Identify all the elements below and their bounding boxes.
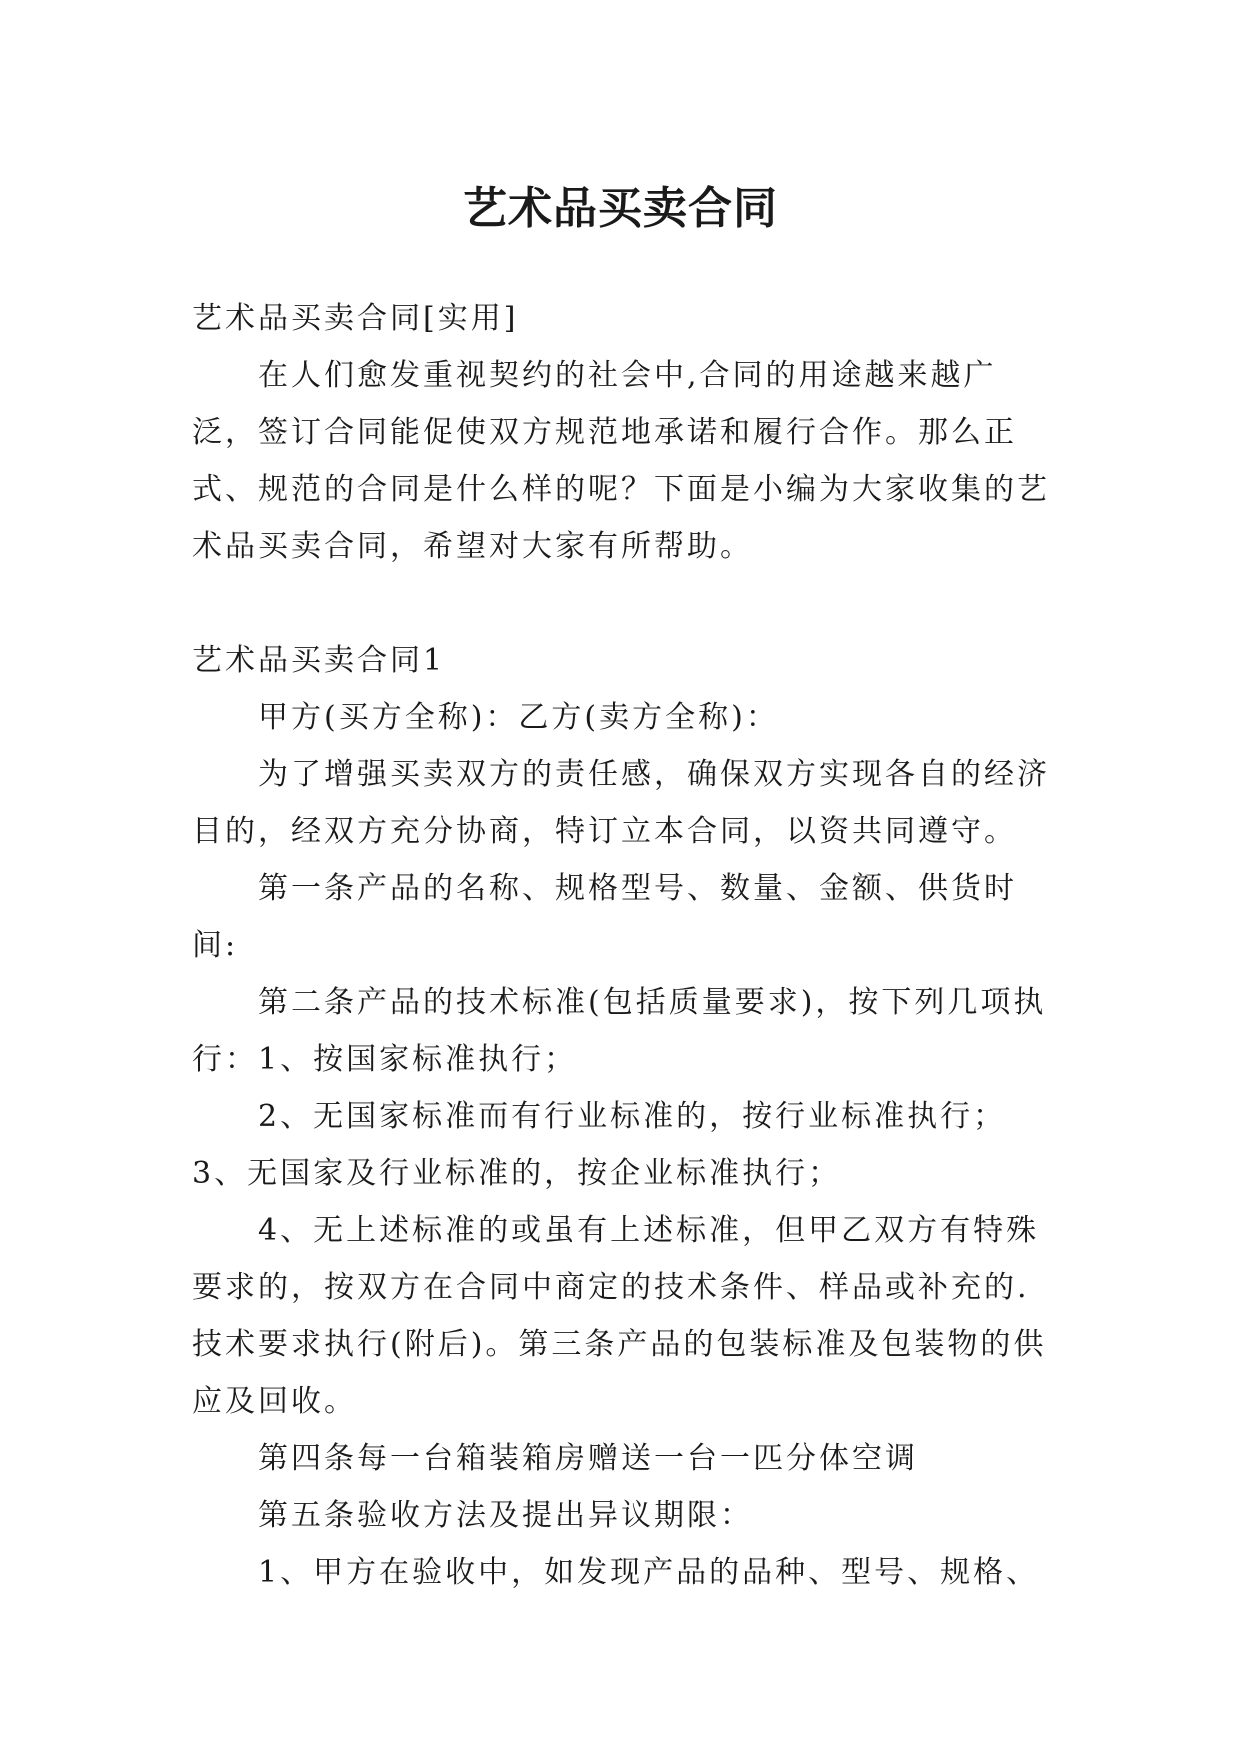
item-4-paragraph: 4、无上述标准的或虽有上述标准，但甲乙双方有特殊要求的，按双方在合同中商定的技术条件、样品或补充的.技术要求执行(附后)。第三条产品的包装标准及包装物的供应及回收。	[192, 1213, 1047, 1419]
parties-paragraph: 甲方(买方全称)：乙方(卖方全称)：	[258, 700, 779, 735]
item-2-paragraph: 2、无国家标准而有行业标准的，按行业标准执行；3、无国家及行业标准的，按企业标准执行；	[192, 1099, 1007, 1191]
article-4-paragraph: 第四条每一台箱装箱房赠送一台一匹分体空调	[258, 1441, 918, 1476]
article-1-paragraph: 第一条产品的名称、规格型号、数量、金额、供货时间:	[192, 871, 1017, 963]
purpose-paragraph: 为了增强买卖双方的责任感，确保双方实现各自的经济目的，经双方充分协商，特订立本合同，以资共同遵守。	[192, 757, 1050, 849]
intro-paragraph: 在人们愈发重视契约的社会中,合同的用途越来越广泛，签订合同能促使双方规范地承诺和履行合作。那么正式、规范的合同是什么样的呢？下面是小编为大家收集的艺术品买卖合同，希望对大家有所帮助。	[192, 358, 1050, 564]
section-title: 艺术品买卖合同1	[192, 643, 446, 678]
document-title: 艺术品买卖合同	[463, 183, 778, 235]
paragraph-gap	[192, 575, 1052, 632]
document-heading: 艺术品买卖合同[实用]	[192, 301, 519, 336]
article-2-paragraph: 第二条产品的技术标准(包括质量要求)，按下列几项执行：1、按国家标准执行；	[192, 985, 1047, 1077]
item-5-1-paragraph: 1、甲方在验收中，如发现产品的品种、型号、规格、	[258, 1555, 1040, 1590]
document-body	[192, 290, 1052, 1601]
article-5-paragraph: 第五条验收方法及提出异议期限：	[258, 1498, 753, 1533]
